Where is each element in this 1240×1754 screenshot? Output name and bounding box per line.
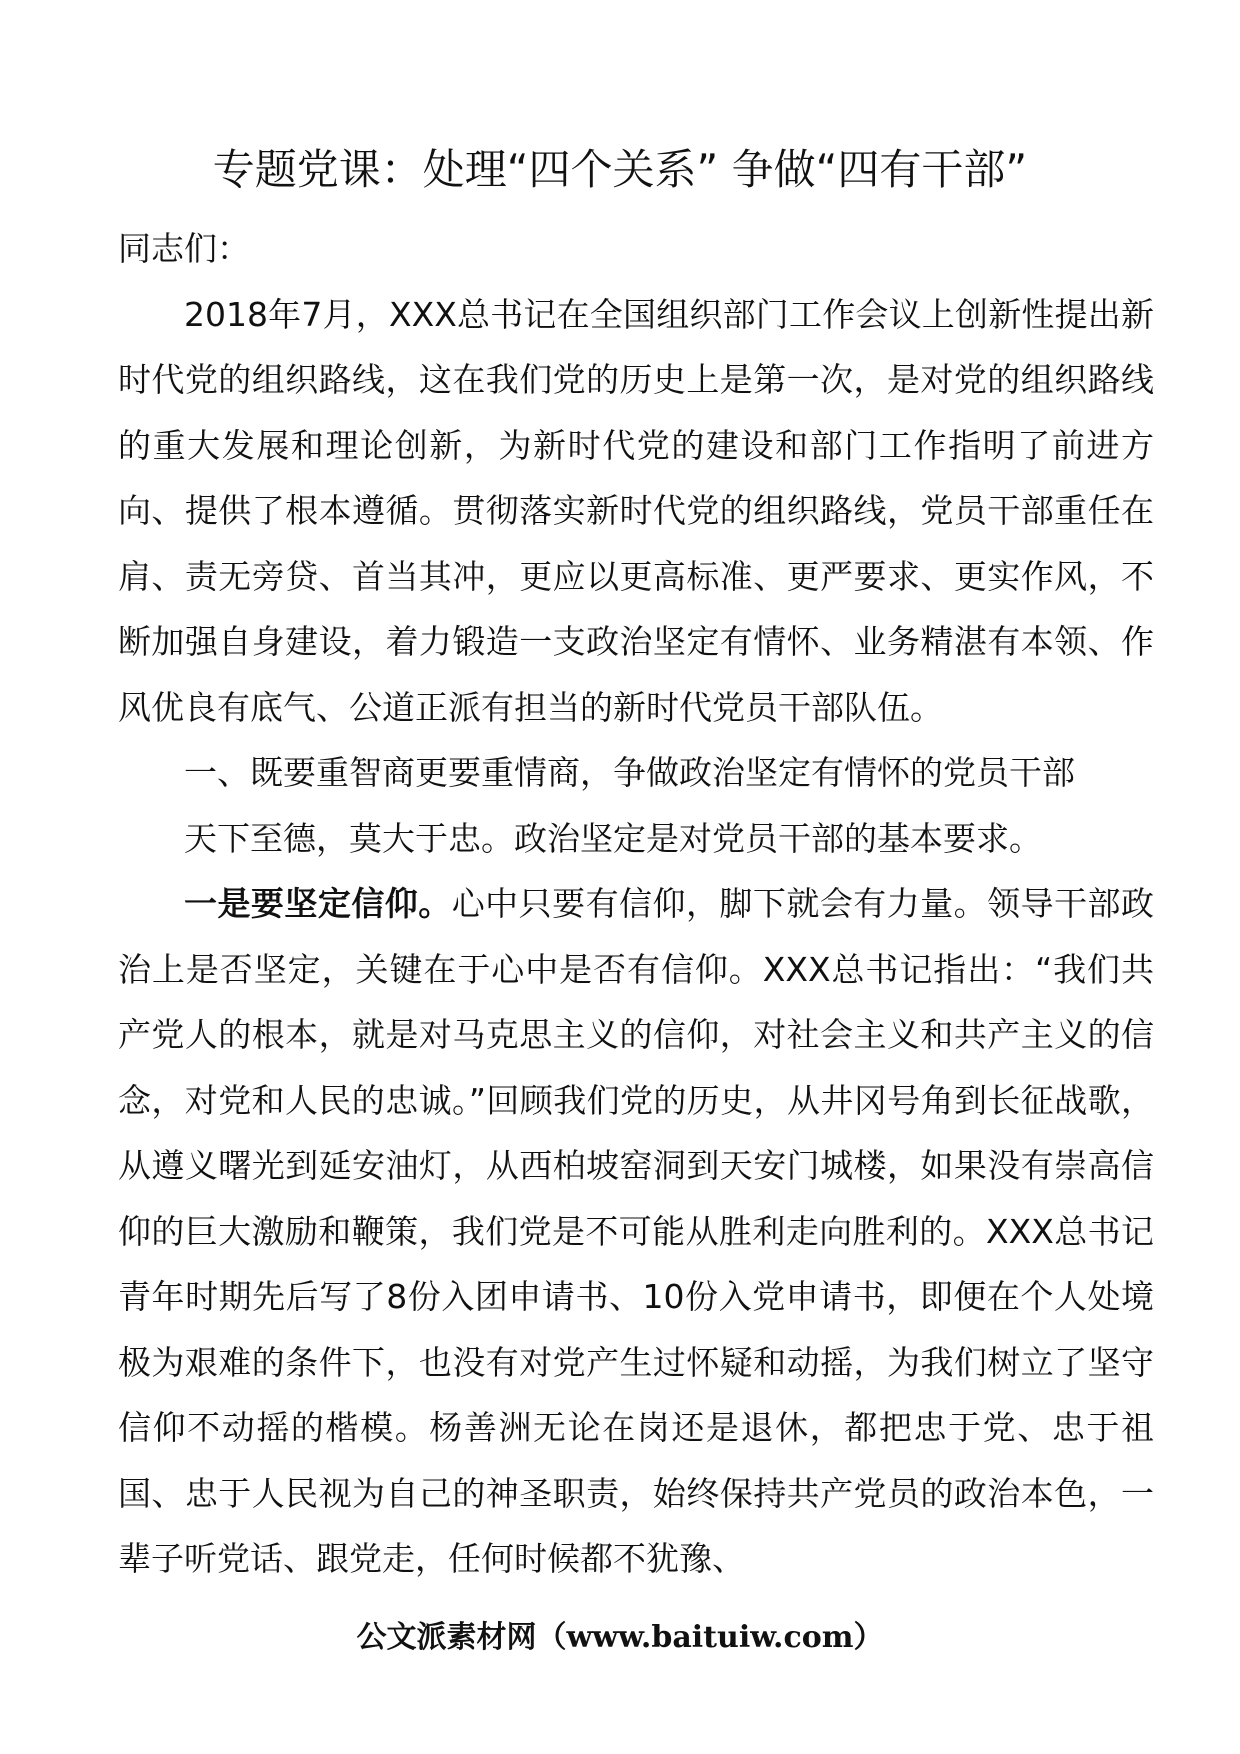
footer-watermark: 公文派素材网（www.baituiw.com） xyxy=(356,1620,884,1655)
point-one-text: 心中只要有信仰，脚下就会有力量。领导干部政治上是否坚定，关键在于心中是否有信仰。XXX总书记指出：“我们共产党人的根本，就是对马克思主义的信仰，对社会主义和共产主义的信念，对党和人民的忠诚。”回顾我们党的历史，从井冈号角到长征战歌，从遵义曙光到延安油灯，从西柏坡窑洞到天安门城楼，如果没有崇高信仰的巨大激励和鞭策，我们党是不可能从胜利走向胜利的。XXX总书记青年时期先后写了8份入团申请书、10份入党申请书，即便在个人处境极为艰难的条件下，也没有对党产生过怀疑和动摇，为我们树立了坚守信仰不动摇的楷模。杨善洲无论在岗还是退休，都把忠于党、忠于祖国、忠于人民视为自己的神圣职责，始终保持共产党员的政治本色，一辈子听党话、跟党走，任何时候都不犹豫、 xyxy=(118,884,1155,1578)
intro-paragraph: 2018年7月，XXX总书记在全国组织部门工作会议上创新性提出新时代党的组织路线，这在我们党的历史上是第一次，是对党的组织路线的重大发展和理论创新，为新时代党的建设和部门工作指明了前进方向、提供了根本遵循。贯彻落实新时代党的组织路线，党员干部重任在肩、责无旁贷、首当其冲，更应以更高标准、更严要求、更实作风，不断加强自身建设，着力锻造一支政治坚定有情怀、业务精湛有本领、作风优良有底气、公道正派有担当的新时代党员干部队伍。 xyxy=(118,294,1154,727)
salutation: 同志们： xyxy=(118,229,250,268)
section-one-heading: 一、既要重智商更要重情商，争做政治坚定有情怀的党员干部 xyxy=(184,753,1075,792)
point-one-heading: 一是要坚定信仰。 xyxy=(184,884,452,923)
document-body xyxy=(118,216,1154,1592)
point-one-paragraph xyxy=(118,871,1154,1592)
document-title: 专题党课：处理“四个关系” 争做“四有干部” xyxy=(212,145,1028,194)
section-one-lead: 天下至德，莫大于忠。政治坚定是对党员干部的基本要求。 xyxy=(184,818,1042,858)
